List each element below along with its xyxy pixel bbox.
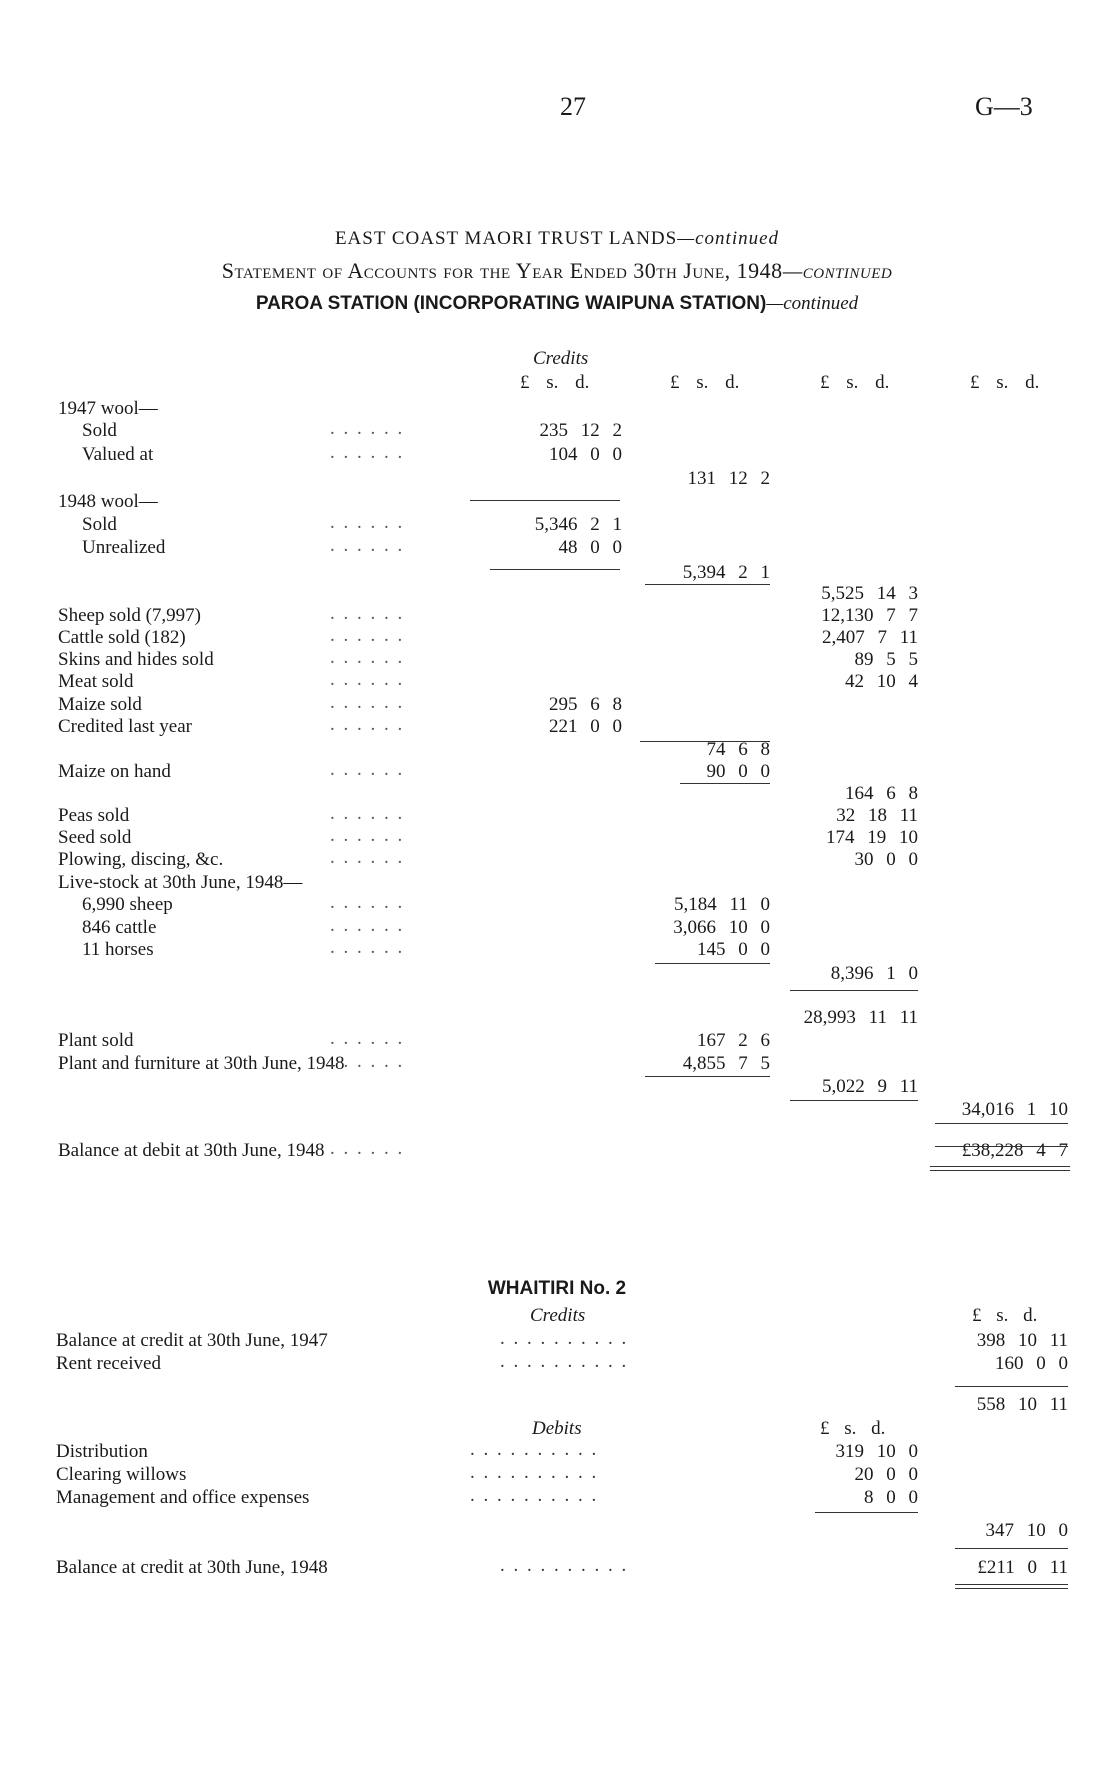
dot-leader: . . . . . . [330, 1138, 405, 1159]
row-label: Plowing, discing, &c. [58, 849, 224, 870]
dot-leader: . . . . . . [330, 714, 405, 735]
row-label: Live-stock at 30th June, 1948— [58, 872, 303, 893]
row-amount: 167 2 6 [697, 1030, 770, 1051]
dot-leader: . . . . . . [330, 625, 405, 646]
col-header-4: £ s. d. [970, 372, 1040, 393]
dot-leader: . . . . . . . . . . [470, 1462, 599, 1483]
row-amount: 8,396 1 0 [830, 963, 918, 984]
row-label: Credited last year [58, 716, 193, 737]
debit-label: Distribution [56, 1441, 148, 1462]
row-amount: 235 12 2 [539, 420, 622, 441]
title-line-1: EAST COAST MAORI TRUST LANDS—continued [334, 228, 780, 249]
row-label: Peas sold [58, 805, 130, 826]
dot-leader: . . . . . . [330, 847, 405, 868]
row-label: Skins and hides sold [58, 649, 214, 670]
debit-total: 347 10 0 [985, 1520, 1068, 1541]
row-amount: £38,228 4 7 [961, 1140, 1068, 1161]
row-label: Plant and furniture at 30th June, 1948 [58, 1053, 345, 1074]
dot-leader: . . . . . . . . . . [500, 1555, 629, 1576]
col-header-1: £ s. d. [520, 372, 590, 393]
dot-leader: . . . . . . [330, 915, 405, 936]
dot-leader: . . . . . . . . . . [470, 1485, 599, 1506]
dot-leader: . . . . . . [330, 418, 405, 439]
col-header-3: £ s. d. [820, 372, 890, 393]
balance-amount: £211 0 11 [977, 1557, 1068, 1578]
row-label: Sheep sold (7,997) [58, 605, 202, 626]
row-label: Sold [82, 514, 117, 535]
row-label: 1947 wool— [58, 398, 158, 419]
credit-label: Balance at credit at 30th June, 1947 [56, 1330, 328, 1351]
row-amount: 4,855 7 5 [682, 1053, 770, 1074]
row-label: Balance at debit at 30th June, 1948 [58, 1140, 325, 1161]
credit-total: 558 10 11 [976, 1394, 1068, 1415]
page-number: 27 [560, 92, 586, 121]
credit-amount: 398 10 11 [976, 1330, 1068, 1351]
debit-amount: 20 0 0 [854, 1464, 918, 1485]
row-label: 11 horses [82, 939, 154, 960]
row-label: Meat sold [58, 671, 134, 692]
row-label: Maize sold [58, 694, 142, 715]
dot-leader: . . . . . . . . . . [500, 1328, 629, 1349]
whaitiri-title: WHAITIRI No. 2 [487, 1278, 627, 1299]
row-amount: 12,130 7 7 [821, 605, 918, 626]
row-amount: 174 19 10 [826, 827, 918, 848]
row-amount: 30 0 0 [854, 849, 918, 870]
row-amount: 28,993 11 11 [803, 1007, 918, 1028]
credit-amount: 160 0 0 [995, 1353, 1068, 1374]
title-line-3: PAROA STATION (INCORPORATING WAIPUNA STATION)—continued [255, 293, 859, 314]
whaitiri-col-header: £ s. d. [972, 1305, 1038, 1326]
row-amount: 42 10 4 [845, 671, 918, 692]
document-ref: G—3 [975, 92, 1033, 121]
dot-leader: . . . . . . [330, 1051, 405, 1072]
row-amount: 5,022 9 11 [821, 1076, 918, 1097]
rule-line [955, 1386, 1068, 1387]
debit-amount: 8 0 0 [864, 1487, 918, 1508]
row-label: Sold [82, 420, 117, 441]
dot-leader: . . . . . . [330, 603, 405, 624]
row-amount: 131 12 2 [687, 468, 770, 489]
whaitiri-debit-col-header: £ s. d. [820, 1418, 886, 1439]
dot-leader: . . . . . . . . . . [470, 1439, 599, 1460]
dot-leader: . . . . . . [330, 892, 405, 913]
title-line-2: Statement of Accounts for the Year Ended 30th June, 1948—continued [221, 258, 893, 283]
debit-label: Management and office expenses [56, 1487, 310, 1508]
row-amount: 34,016 1 10 [961, 1099, 1068, 1120]
row-amount: 74 6 8 [706, 739, 770, 760]
row-amount: 5,525 14 3 [821, 583, 918, 604]
credits-label: Credits [533, 348, 589, 369]
row-amount: 5,394 2 1 [682, 562, 770, 583]
row-label: Valued at [82, 444, 154, 465]
row-amount: 221 0 0 [549, 716, 622, 737]
dot-leader: . . . . . . . . . . [500, 1351, 629, 1372]
dot-leader: . . . . . . [330, 1028, 405, 1049]
row-amount: 145 0 0 [697, 939, 770, 960]
row-label: 6,990 sheep [82, 894, 173, 915]
dot-leader: . . . . . . [330, 937, 405, 958]
dot-leader: . . . . . . [330, 647, 405, 668]
whaitiri-credits-label: Credits [530, 1305, 586, 1326]
row-label: Seed sold [58, 827, 132, 848]
dot-leader: . . . . . . [330, 669, 405, 690]
row-amount: 5,346 2 1 [534, 514, 622, 535]
row-label: 1948 wool— [58, 491, 158, 512]
whaitiri-debits-label: Debits [532, 1418, 582, 1439]
row-amount: 32 18 11 [836, 805, 918, 826]
balance-label: Balance at credit at 30th June, 1948 [56, 1557, 328, 1578]
row-amount: 5,184 11 0 [673, 894, 770, 915]
rule-line [955, 1548, 1068, 1549]
row-amount: 48 0 0 [558, 537, 622, 558]
row-label: Plant sold [58, 1030, 134, 1051]
row-label: Maize on hand [58, 761, 171, 782]
col-header-2: £ s. d. [670, 372, 740, 393]
row-amount: 164 6 8 [845, 783, 918, 804]
debit-amount: 319 10 0 [835, 1441, 918, 1462]
dot-leader: . . . . . . [330, 692, 405, 713]
row-label: Unrealized [82, 537, 166, 558]
row-amount: 104 0 0 [549, 444, 622, 465]
double-rule [955, 1584, 1068, 1589]
row-amount: 295 6 8 [549, 694, 622, 715]
row-amount: 2,407 7 11 [821, 627, 918, 648]
dot-leader: . . . . . . [330, 759, 405, 780]
debit-label: Clearing willows [56, 1464, 187, 1485]
dot-leader: . . . . . . [330, 442, 405, 463]
dot-leader: . . . . . . [330, 535, 405, 556]
row-label: 846 cattle [82, 917, 157, 938]
dot-leader: . . . . . . [330, 512, 405, 533]
row-label: Cattle sold (182) [58, 627, 186, 648]
dot-leader: . . . . . . [330, 825, 405, 846]
dot-leader: . . . . . . [330, 803, 405, 824]
row-amount: 3,066 10 0 [673, 917, 770, 938]
row-amount: 90 0 0 [706, 761, 770, 782]
credit-label: Rent received [56, 1353, 161, 1374]
row-amount: 89 5 5 [854, 649, 918, 670]
rule-line [815, 1512, 918, 1513]
